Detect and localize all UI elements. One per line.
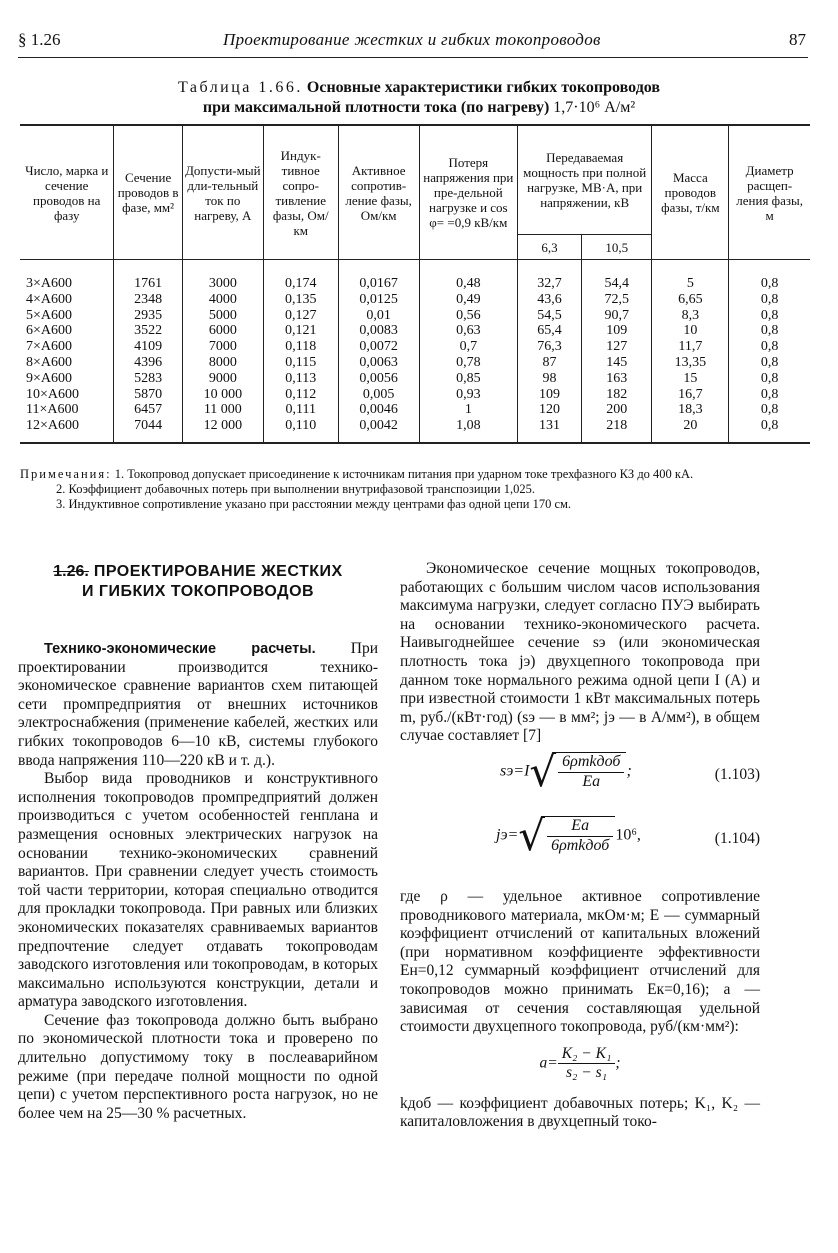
cell-current: 7000 xyxy=(182,339,263,355)
cell-current: 12 000 xyxy=(182,418,263,434)
characteristics-table xyxy=(20,124,810,444)
cell-power-10-5: 109 xyxy=(581,323,651,339)
formula-2-numerator: Ea xyxy=(547,817,613,837)
cell-active: 0,0046 xyxy=(338,402,419,418)
cell-current: 11 000 xyxy=(182,402,263,418)
cell-section: 5283 xyxy=(114,371,182,387)
right-paragraph-2: где ρ — удельное активное сопротивление проводникового материала, мкОм·м; E — суммарный коэффициент отчислений от капитальных вложений (при нормативном коэффициенте эффективности Eн=0,12 суммарный коэффициент отчислений для токопроводов можно принимать Eк=0,16); a — зависимая от сечения составляющая удельной стоимости двухцепного токопровода, руб/(км·мм²): xyxy=(400,887,760,1036)
cell-power-6-3: 109 xyxy=(517,387,581,403)
cell-voltage-loss: 1 xyxy=(419,402,517,418)
cell-mass: 5 xyxy=(652,276,729,292)
cell-power-10-5: 163 xyxy=(581,371,651,387)
cell-power-6-3: 65,4 xyxy=(517,323,581,339)
table-row xyxy=(20,292,810,308)
cell-active: 0,0056 xyxy=(338,371,419,387)
cell-power-10-5: 127 xyxy=(581,339,651,355)
cell-diameter: 0,8 xyxy=(729,276,810,292)
page-number: 87 xyxy=(789,30,806,49)
cell-mass: 18,3 xyxy=(652,402,729,418)
table-row xyxy=(20,418,810,434)
formula-2-denominator: 6ρmkдоб xyxy=(551,836,610,854)
formula-2-tail: 10⁶, xyxy=(615,826,641,844)
cell-power-6-3: 32,7 xyxy=(517,276,581,292)
cell-power-10-5: 182 xyxy=(581,387,651,403)
header-current: Допусти-мый дли-тельный ток по нагреву, А xyxy=(182,125,263,260)
cell-diameter: 0,8 xyxy=(729,308,810,324)
header-mass: Масса проводов фазы, т/км xyxy=(652,125,729,260)
cell-inductive: 0,127 xyxy=(263,308,338,324)
cell-wires: 12×А600 xyxy=(26,418,80,434)
section-title-line2: И ГИБКИХ ТОКОПРОВОДОВ xyxy=(81,583,315,600)
sqrt-symbol: √ xyxy=(529,746,557,796)
table-body xyxy=(20,260,810,443)
cell-voltage-loss: 0,48 xyxy=(419,276,517,292)
cell-active: 0,0167 xyxy=(338,276,419,292)
header-power-10-5: 10,5 xyxy=(581,235,651,260)
subheading: Технико-экономические расчеты. xyxy=(44,641,316,657)
cell-diameter: 0,8 xyxy=(729,355,810,371)
header-voltage-loss: Потеря напряжения при пре-дельной нагрузке и cos φ= =0,9 кВ/км xyxy=(419,125,517,260)
cell-power-10-5: 145 xyxy=(581,355,651,371)
cell-current: 8000 xyxy=(182,355,263,371)
table-title-line1: Основные характеристики гибких токопроводов xyxy=(306,79,661,96)
cell-inductive: 0,118 xyxy=(263,339,338,355)
section-title-line1: ПРОЕКТИРОВАНИЕ ЖЕСТКИХ xyxy=(93,563,343,580)
formula-3-numerator: K₂ − K₁ xyxy=(558,1045,616,1065)
cell-diameter: 0,8 xyxy=(729,371,810,387)
table-bottom-spacer xyxy=(20,434,810,443)
cell-current: 4000 xyxy=(182,292,263,308)
table-row xyxy=(20,355,810,371)
table-notes xyxy=(20,467,810,512)
cell-active: 0,0063 xyxy=(338,355,419,371)
cell-wires: 7×А600 xyxy=(26,339,73,355)
cell-mass: 11,7 xyxy=(652,339,729,355)
formula-a xyxy=(400,1037,760,1095)
cell-mass: 8,3 xyxy=(652,308,729,324)
header-section: Сечение проводов в фазе, мм² xyxy=(114,125,182,260)
cell-section: 2935 xyxy=(114,308,182,324)
left-paragraph-1: При проектировании производится технико-экономическое сравнение вариантов схем питающей сети промпредприятия от внешних источников электроснабжения (применение кабелей, жестких или гибких токопроводов 6—10 кВ, системы глубокого ввода напряжения 110—220 кВ и т. д.). xyxy=(18,640,378,769)
cell-current: 5000 xyxy=(182,308,263,324)
cell-diameter: 0,8 xyxy=(729,387,810,403)
section-marker: § 1.26 xyxy=(18,30,61,49)
cell-voltage-loss: 0,78 xyxy=(419,355,517,371)
cell-inductive: 0,111 xyxy=(263,402,338,418)
cell-current: 10 000 xyxy=(182,387,263,403)
cell-wires: 10×А600 xyxy=(26,386,80,402)
note-1: 1. Токопровод допускает присоединение к источникам питания при ударном токе трехфазного КЗ до 400 кА. xyxy=(114,467,694,481)
formula-1-label: (1.103) xyxy=(714,765,760,783)
cell-section: 1761 xyxy=(114,276,182,292)
cell-active: 0,005 xyxy=(338,387,419,403)
header-wires: Число, марка и сечение проводов на фазу xyxy=(20,125,114,260)
formula-2-lhs: jэ= xyxy=(496,826,519,844)
table-density: 1,7·10⁶ А/м² xyxy=(553,99,636,116)
formula-3-denominator: s₂ − s₁ xyxy=(565,1064,608,1082)
cell-power-6-3: 76,3 xyxy=(517,339,581,355)
cell-voltage-loss: 0,85 xyxy=(419,371,517,387)
right-column xyxy=(400,560,760,1132)
cell-mass: 20 xyxy=(652,418,729,434)
cell-mass: 15 xyxy=(652,371,729,387)
formula-1-denominator: Ea xyxy=(582,772,601,790)
note-2: 2. Коэффициент добавочных потерь при выполнении внутрифазовой транспозиции 1,025. xyxy=(56,482,535,496)
cell-voltage-loss: 0,49 xyxy=(419,292,517,308)
header-power-6-3: 6,3 xyxy=(517,235,581,260)
left-paragraph-2: Выбор вида проводников и конструктивного исполнения токопроводов промпредприятий должен производиться с учетом особенностей генплана и размещения основных электрических нагрузок на основании технико-экономических сравнений вариантов. При сравнении следует учесть стоимость той части территории, которая специально отводится для прокладки токопровода. При равных или близких экономических показателях сравниваемых вариантов предпочтение следует отдавать токопроводам заводского изготовления или токопроводам, в которых максимально используются конструкции, детали и арматура заводского изготовления. xyxy=(18,770,378,1011)
cell-current: 6000 xyxy=(182,323,263,339)
cell-section: 2348 xyxy=(114,292,182,308)
cell-section: 7044 xyxy=(114,418,182,434)
cell-wires: 4×А600 xyxy=(26,291,73,307)
cell-power-6-3: 87 xyxy=(517,355,581,371)
cell-power-10-5: 72,5 xyxy=(581,292,651,308)
sqrt-symbol: √ xyxy=(518,810,546,860)
table-row xyxy=(20,323,810,339)
cell-section: 3522 xyxy=(114,323,182,339)
cell-power-10-5: 54,4 xyxy=(581,276,651,292)
formula-1-103 xyxy=(400,746,760,810)
notes-label: Примечания: xyxy=(20,467,112,481)
table-row xyxy=(20,371,810,387)
cell-diameter: 0,8 xyxy=(729,339,810,355)
cell-mass: 10 xyxy=(652,323,729,339)
cell-power-10-5: 218 xyxy=(581,418,651,434)
table-row xyxy=(20,387,810,403)
table-caption xyxy=(0,78,838,118)
table-row xyxy=(20,276,810,292)
cell-mass: 16,7 xyxy=(652,387,729,403)
cell-inductive: 0,121 xyxy=(263,323,338,339)
cell-current: 9000 xyxy=(182,371,263,387)
cell-power-10-5: 200 xyxy=(581,402,651,418)
header-rule xyxy=(18,57,808,58)
cell-voltage-loss: 0,63 xyxy=(419,323,517,339)
cell-power-6-3: 131 xyxy=(517,418,581,434)
cell-section: 6457 xyxy=(114,402,182,418)
running-title: Проектирование жестких и гибких токопроводов xyxy=(223,30,601,49)
cell-section: 4396 xyxy=(114,355,182,371)
cell-wires: 8×А600 xyxy=(26,354,73,370)
formula-3-tail: ; xyxy=(615,1054,621,1072)
formula-1-tail: ; xyxy=(626,762,632,780)
cell-current: 3000 xyxy=(182,276,263,292)
cell-active: 0,01 xyxy=(338,308,419,324)
note-3: 3. Индуктивное сопротивление указано при расстоянии между центрами фаз одной цепи 170 см. xyxy=(56,497,572,511)
right-paragraph-3: kдоб — коэффициент добавочных потерь; K₁, K₂ — капиталовложения в двухцепный токо- xyxy=(400,1094,760,1131)
header-power: Передаваемая мощность при полной нагрузке, МВ·А, при напряжении, кВ xyxy=(517,125,652,235)
cell-mass: 6,65 xyxy=(652,292,729,308)
cell-diameter: 0,8 xyxy=(729,418,810,434)
cell-wires: 3×А600 xyxy=(26,276,73,291)
left-paragraph-3: Сечение фаз токопровода должно быть выбрано по экономической плотности тока и проверено по длительно допустимому току в послеаварийном режиме (при передаче полной мощности по одной цепи) с учетом перспективного роста нагрузок, но не более чем на 25—30 % расчетных. xyxy=(18,1011,378,1122)
formula-1-lhs: sэ=I xyxy=(500,762,530,780)
cell-voltage-loss: 1,08 xyxy=(419,418,517,434)
cell-mass: 13,35 xyxy=(652,355,729,371)
cell-power-10-5: 90,7 xyxy=(581,308,651,324)
cell-inductive: 0,135 xyxy=(263,292,338,308)
formula-3-lhs: a= xyxy=(539,1054,558,1072)
header-diameter: Диаметр расщеп-ления фазы, м xyxy=(729,125,810,260)
table-row xyxy=(20,339,810,355)
cell-inductive: 0,112 xyxy=(263,387,338,403)
left-column xyxy=(18,560,378,1123)
cell-inductive: 0,115 xyxy=(263,355,338,371)
cell-inductive: 0,174 xyxy=(263,276,338,292)
cell-active: 0,0083 xyxy=(338,323,419,339)
cell-voltage-loss: 0,56 xyxy=(419,308,517,324)
right-paragraph-1: Экономическое сечение мощных токопроводов, работающих с большим числом часов использования максимума нагрузки, следует согласно ПУЭ выбирать на основании технико-экономического расчета. Наивыгоднейшее сечение sэ (или экономическая плотность тока jэ) двухцепного токопровода при данном токе нормального режима одной цепи I (А) и при известной стоимости 1 кВт максимальных потерь m, руб./(кВт·год) (sэ — в мм²; jэ — в А/мм²), в общем случае составляет [7] xyxy=(400,560,760,745)
cell-diameter: 0,8 xyxy=(729,402,810,418)
cell-power-6-3: 98 xyxy=(517,371,581,387)
cell-diameter: 0,8 xyxy=(729,292,810,308)
formula-2-label: (1.104) xyxy=(714,829,760,847)
cell-wires: 6×А600 xyxy=(26,323,73,339)
cell-power-6-3: 43,6 xyxy=(517,292,581,308)
header-active: Активное сопротив-ление фазы, Ом/км xyxy=(338,125,419,260)
table-row xyxy=(20,402,810,418)
section-heading xyxy=(18,562,378,602)
running-header xyxy=(18,30,828,52)
formula-1-numerator: 6ρmkдоб xyxy=(558,753,624,773)
cell-voltage-loss: 0,7 xyxy=(419,339,517,355)
table-label: Таблица 1.66. xyxy=(177,79,303,96)
cell-wires: 9×А600 xyxy=(26,370,73,386)
section-number: 1.26. xyxy=(53,563,89,580)
cell-power-6-3: 54,5 xyxy=(517,308,581,324)
cell-inductive: 0,110 xyxy=(263,418,338,434)
cell-inductive: 0,113 xyxy=(263,371,338,387)
cell-voltage-loss: 0,93 xyxy=(419,387,517,403)
cell-section: 4109 xyxy=(114,339,182,355)
cell-active: 0,0125 xyxy=(338,292,419,308)
cell-wires: 5×А600 xyxy=(26,307,73,323)
cell-section: 5870 xyxy=(114,387,182,403)
table-row xyxy=(20,308,810,324)
cell-active: 0,0072 xyxy=(338,339,419,355)
table-title-line2: при максимальной плотности тока (по нагреву) xyxy=(202,99,550,116)
formula-1-104 xyxy=(400,810,760,874)
cell-diameter: 0,8 xyxy=(729,323,810,339)
header-inductive: Индук-тивное сопро-тивление фазы, Ом/км xyxy=(263,125,338,260)
cell-power-6-3: 120 xyxy=(517,402,581,418)
cell-active: 0,0042 xyxy=(338,418,419,434)
cell-wires: 11×А600 xyxy=(26,402,79,418)
